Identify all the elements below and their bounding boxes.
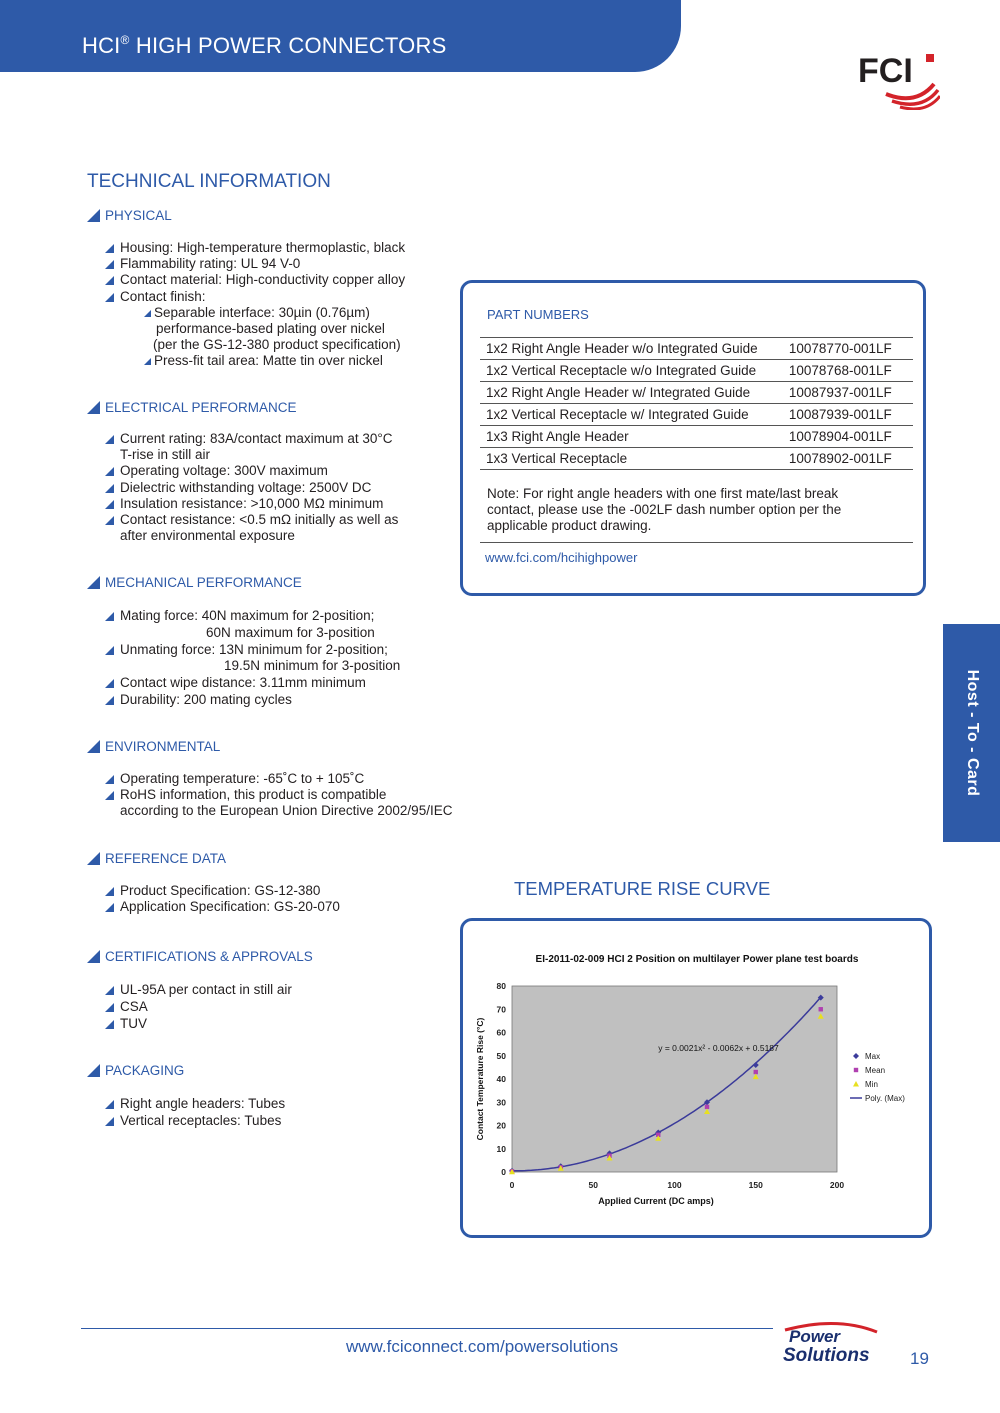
section-marker-icon [87,852,100,865]
table-cell-description: 1x2 Right Angle Header w/ Integrated Guide [480,382,775,404]
svg-text:Solutions: Solutions [783,1345,870,1366]
legend-label: Poly. (Max) [865,1094,905,1103]
legend-marker-max [853,1053,859,1059]
bullet-icon [105,276,114,285]
x-tick-label: 50 [588,1180,598,1190]
sub-item: Press-fit tail area: Matte tin over nickel [104,353,405,369]
legend-label: Max [865,1052,881,1061]
fci-logo [856,48,940,110]
list-item: Operating voltage: 300V maximum [104,463,398,479]
chart-title: EI-2011-02-009 HCI 2 Position on multilayer Power plane test boards [535,954,859,965]
bullet-icon [105,516,114,525]
bullet-icon [105,696,114,705]
sub-item: Separable interface: 30µin (0.76µm) [104,305,405,321]
bullet-icon [105,435,114,444]
data-point-mean [705,1105,709,1109]
x-tick-label: 100 [667,1180,682,1190]
list-item: Right angle headers: Tubes [104,1096,285,1113]
electrical-heading: ELECTRICAL PERFORMANCE [87,400,297,416]
x-tick-label: 200 [829,1180,845,1190]
table-cell-part-number: 10087937-001LF [775,382,913,404]
part-numbers-table [480,337,913,470]
list-item: TUV [104,1016,292,1033]
list-item: Contact resistance: <0.5 mΩ initially as well as after environmental exposure [104,512,398,544]
table-cell-description: 1x3 Vertical Receptacle [480,448,775,470]
table-cell-part-number: 10078902-001LF [775,448,913,470]
bullet-icon [105,1003,114,1012]
section-marker-icon [87,1064,100,1077]
list-item: UL-95A per contact in still air [104,982,292,999]
svg-text:FCI: FCI [858,52,913,90]
list-item: Contact material: High-conductivity copper alloy [104,272,405,288]
y-tick-label: 30 [496,1097,506,1108]
y-axis-label: Contact Temperature Rise (°C) [475,1017,485,1141]
table-cell-description: 1x2 Right Angle Header w/o Integrated Guide [480,338,775,360]
bullet-icon [105,646,114,655]
list-item: Dielectric withstanding voltage: 2500V DC [104,480,398,496]
bullet-icon [105,260,114,269]
list-item: Mating force: 40N maximum for 2-position; 60N maximum for 3-position [104,608,400,642]
page-number: 19 [910,1349,929,1368]
bullet-icon [105,986,114,995]
certifications-list [104,982,292,1032]
footer-url[interactable]: www.fciconnect.com/powersolutions [346,1337,619,1356]
technical-info-title: TECHNICAL INFORMATION [87,171,331,192]
list-item: Housing: High-temperature thermoplastic, black [104,240,405,256]
bullet-icon [105,293,114,302]
legend-marker-mean [854,1068,858,1072]
y-tick-label: 40 [496,1074,506,1084]
list-item: Contact finish: [104,289,405,305]
table-cell-part-number: 10078770-001LF [775,338,913,360]
bullet-icon [105,887,114,896]
reference-list [104,883,340,915]
header-title: HCI® HIGH POWER CONNECTORS [82,33,447,58]
trend-equation: y = 0.0021x² - 0.0062x + 0.5187 [658,1043,779,1054]
part-numbers-heading: PART NUMBERS [487,307,589,322]
environmental-heading: ENVIRONMENTAL [87,739,220,755]
list-item: Insulation resistance: >10,000 MΩ minimum [104,496,398,512]
bullet-icon [105,484,114,493]
certifications-heading: CERTIFICATIONS & APPROVALS [87,949,313,965]
bullet-icon [105,244,114,253]
x-axis-label: Applied Current (DC amps) [598,1196,714,1206]
legend-label: Mean [865,1066,886,1075]
part-numbers-note: Note: For right angle headers with one first mate/last break contact, please use the -002LF dash number option per the applicable product drawing. [487,486,842,534]
bullet-icon [105,1117,114,1126]
physical-heading: PHYSICAL [87,208,172,224]
section-marker-icon [87,401,100,414]
bullet-icon [144,310,151,317]
electrical-list [104,431,398,544]
table-row [480,448,913,470]
bullet-icon [105,679,114,688]
legend-marker-min [853,1081,859,1087]
table-cell-part-number: 10078768-001LF [775,360,913,382]
section-marker-icon [87,209,100,222]
list-item: Operating temperature: -65˚C to + 105˚C [104,771,452,787]
section-marker-icon [87,950,100,963]
side-tab [943,624,1000,842]
divider [480,542,913,543]
section-marker-icon [87,576,100,589]
sub-item-cont: (per the GS-12-380 product specification) [153,337,401,353]
packaging-heading: PACKAGING [87,1063,184,1079]
table-cell-description: 1x3 Right Angle Header [480,426,775,448]
bullet-icon [105,1020,114,1029]
hci-highpower-link[interactable]: www.fci.com/hcihighpower [485,550,638,565]
footer-divider [81,1328,773,1329]
data-point-mean [754,1070,758,1074]
table-row [480,382,913,404]
plot-area [512,986,837,1172]
temperature-rise-title: TEMPERATURE RISE CURVE [514,878,771,899]
y-tick-label: 20 [496,1120,506,1131]
table-cell-part-number: 10078904-001LF [775,426,913,448]
mechanical-heading: MECHANICAL PERFORMANCE [87,575,302,591]
table-cell-part-number: 10087939-001LF [775,404,913,426]
bullet-icon [105,903,114,912]
list-item: CSA [104,999,292,1016]
y-tick-label: 60 [496,1027,506,1038]
bullet-icon [105,1100,114,1109]
list-item: Vertical receptacles: Tubes [104,1113,285,1130]
x-tick-label: 150 [748,1180,763,1190]
bullet-icon [105,791,114,800]
bullet-icon [105,612,114,621]
bullet-icon [105,467,114,476]
bullet-icon [105,775,114,784]
sub-item-cont: performance-based plating over nickel [156,321,385,337]
table-cell-description: 1x2 Vertical Receptacle w/o Integrated Guide [480,360,775,382]
y-tick-label: 50 [496,1050,506,1061]
y-tick-label: 0 [501,1167,506,1177]
environmental-list [104,771,452,820]
section-marker-icon [87,740,100,753]
data-point-mean [819,1007,823,1011]
physical-list [104,240,405,370]
list-item: Product Specification: GS-12-380 [104,883,340,899]
y-tick-label: 70 [496,1004,506,1015]
temperature-rise-chart [466,940,928,1220]
list-item: RoHS information, this product is compatible according to the European Union Directive 2002/95/IEC [104,787,452,819]
packaging-list [104,1096,285,1130]
list-item: Flammability rating: UL 94 V-0 [104,256,405,272]
side-tab-label: Host - To - Card [963,669,981,797]
list-item: Durability: 200 mating cycles [104,692,400,709]
y-tick-label: 10 [496,1143,506,1154]
y-tick-label: 80 [496,981,506,991]
power-solutions-logo [777,1320,889,1368]
legend-label: Min [865,1080,878,1089]
table-row [480,426,913,448]
list-item: Current rating: 83A/contact maximum at 30°C T-rise in still air [104,431,398,463]
reference-heading: REFERENCE DATA [87,851,226,867]
mechanical-list [104,608,400,709]
table-cell-description: 1x2 Vertical Receptacle w/ Integrated Guide [480,404,775,426]
svg-text:Power: Power [789,1327,841,1346]
list-item: Unmating force: 13N minimum for 2-position; 19.5N minimum for 3-position [104,642,400,676]
table-row [480,404,913,426]
list-item: Application Specification: GS-20-070 [104,899,340,915]
bullet-icon [105,500,114,509]
table-row [480,338,913,360]
list-item: Contact wipe distance: 3.11mm minimum [104,675,400,692]
table-row [480,360,913,382]
x-tick-label: 0 [509,1180,515,1190]
bullet-icon [144,358,151,365]
